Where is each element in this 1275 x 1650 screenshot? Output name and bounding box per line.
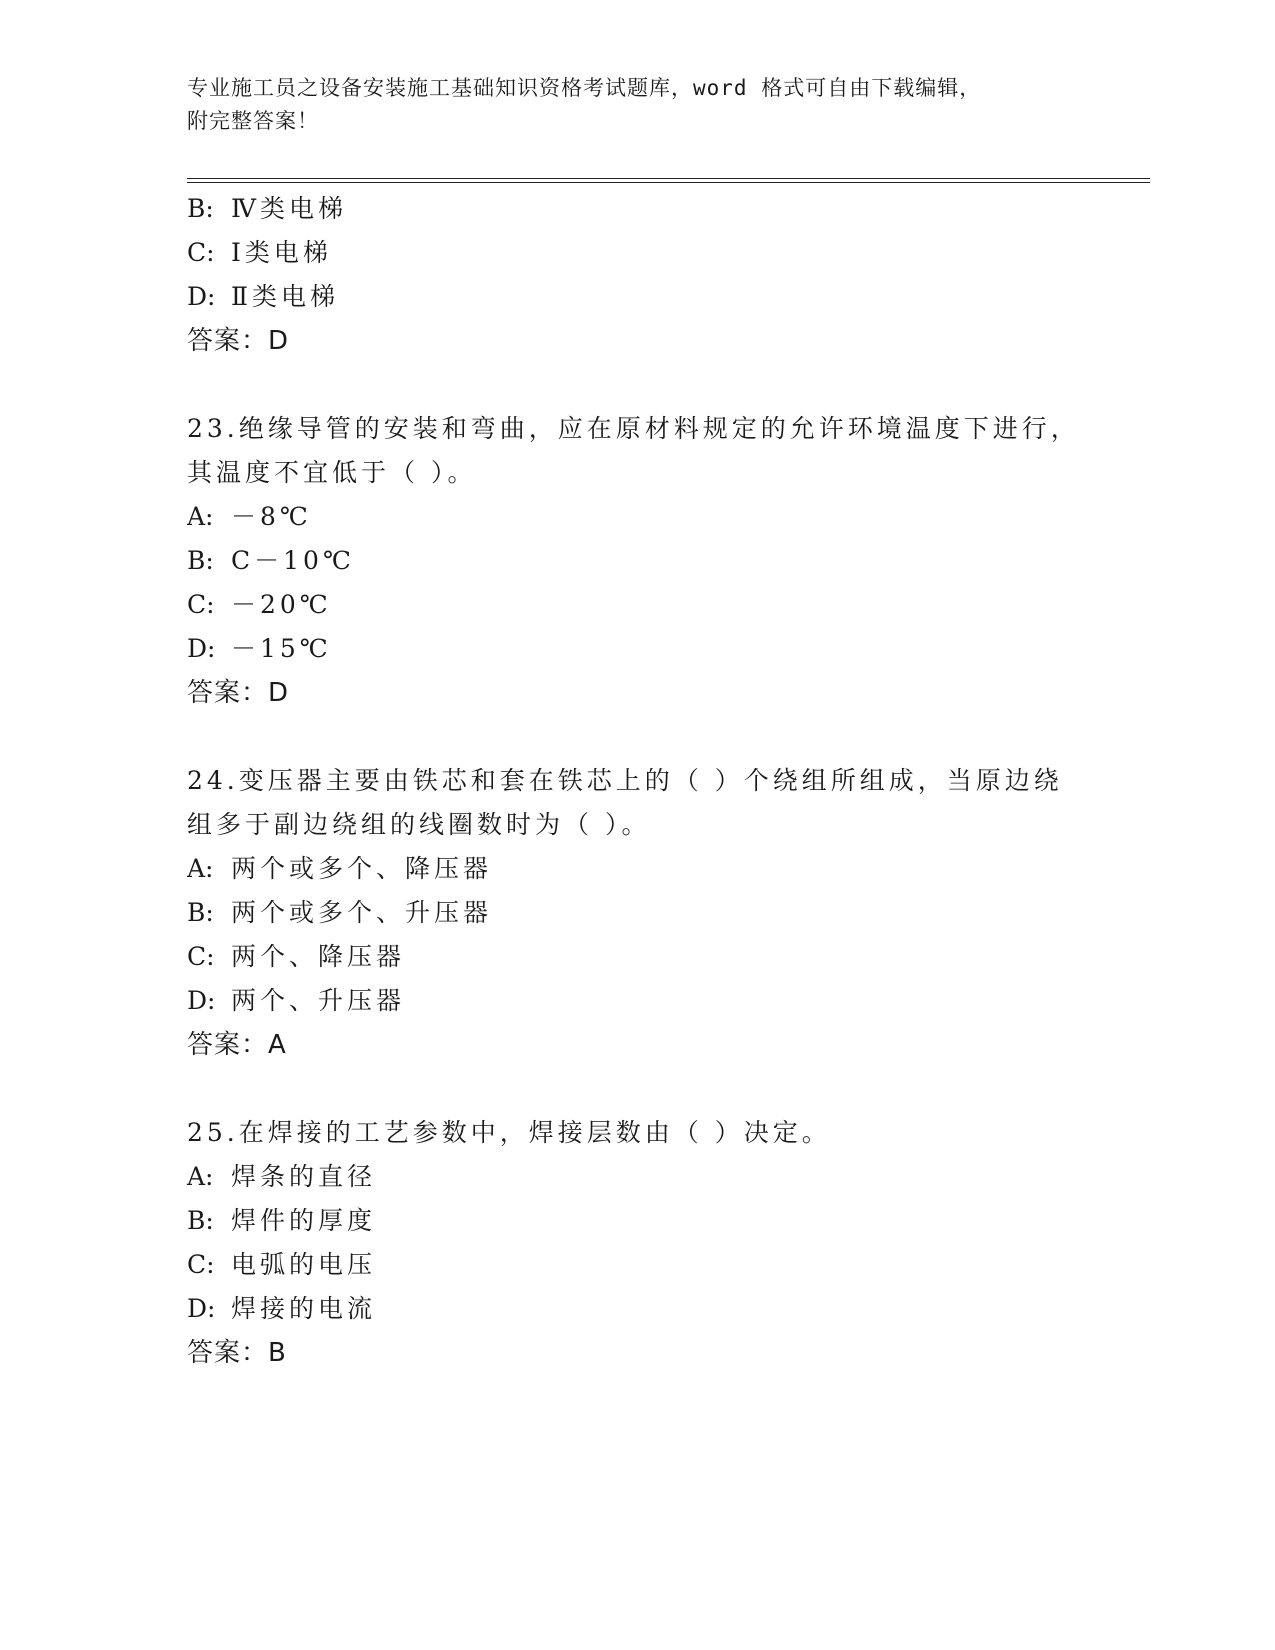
option-text: －15℃ [231,634,332,663]
option-letter: B: [187,194,214,223]
option-b [187,1204,376,1238]
option-letter: D: [187,282,216,311]
option-d [187,1292,376,1326]
option-b [187,192,347,226]
option-text: Ⅱ类电梯 [231,282,339,311]
header-line-1: 专业施工员之设备安装施工基础知识资格考试题库，word 格式可自由下载编辑， [187,76,982,100]
option-letter: C: [187,1250,215,1279]
option-c [187,236,332,270]
option-c [187,1248,376,1282]
option-letter: A: [187,1162,214,1191]
answer-line: 答案：B [187,1338,287,1368]
option-text: －8℃ [231,502,312,531]
option-a [187,500,312,534]
option-letter: A: [187,854,214,883]
option-text: 两个、升压器 [231,986,406,1015]
option-b [187,544,355,578]
option-letter: D: [187,986,216,1015]
option-text: 两个或多个、升压器 [231,898,493,927]
option-text: 焊条的直径 [231,1162,377,1191]
question-stem-continued: 组多于副边绕组的线圈数时为（ ）。 [187,810,651,839]
header-divider [187,178,1150,183]
option-letter: B: [187,898,214,927]
option-b [187,896,492,930]
option-d [187,280,339,314]
option-text: 焊件的厚度 [231,1206,377,1235]
option-text: －20℃ [231,590,332,619]
option-text: Ⅳ类电梯 [231,194,347,223]
option-letter: C: [187,590,215,619]
option-text: Ⅰ类电梯 [231,238,332,267]
option-c [187,588,332,622]
option-letter: D: [187,1294,216,1323]
answer-line: 答案：D [187,678,290,708]
answer-line: 答案：D [187,326,290,356]
question-stem: 25.在焊接的工艺参数中，焊接层数由（ ）决定。 [187,1118,831,1147]
option-text: 两个、降压器 [231,942,406,971]
option-c [187,940,405,974]
option-text: 电弧的电压 [231,1250,377,1279]
question-stem: 24.变压器主要由铁芯和套在铁芯上的（ ）个绕组所组成，当原边绕 [187,766,1063,795]
answer-line: 答案：A [187,1030,287,1060]
option-a [187,852,492,886]
option-d [187,984,405,1018]
option-text: 焊接的电流 [231,1294,377,1323]
question-stem-continued: 其温度不宜低于（ ）。 [187,458,477,487]
document-header [187,72,1067,138]
option-letter: C: [187,238,215,267]
option-letter: D: [187,634,216,663]
question-stem: 23.绝缘导管的安装和弯曲，应在原材料规定的允许环境温度下进行， [187,414,1080,443]
option-letter: C: [187,942,215,971]
option-letter: B: [187,1206,214,1235]
option-letter: B: [187,546,214,575]
option-letter: A: [187,502,214,531]
option-text: 两个或多个、降压器 [231,854,493,883]
header-line-2: 附完整答案！ [187,109,319,133]
option-text: C－10℃ [231,546,355,575]
option-a [187,1160,376,1194]
option-d [187,632,332,666]
